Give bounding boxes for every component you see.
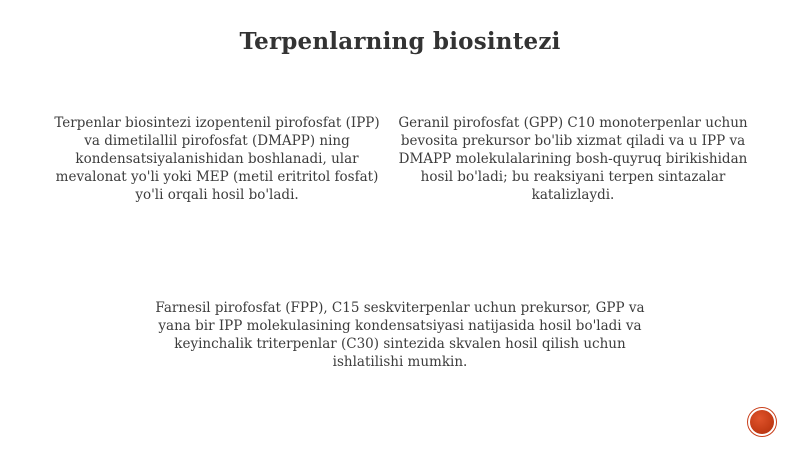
paragraph-gpp: Geranil pirofosfat (GPP) C10 monoterpenlar uchun bevosita prekursor bo'lib xizmat qiladi va u IPP va DMAPP molekulalarining bosh-quyruq birikishidan hosil bo'ladi; bu reaksiyani terpen sintazalar katalizlaydi. [398, 115, 748, 203]
next-slide-button[interactable] [747, 407, 777, 437]
circle-nav-icon [750, 410, 774, 434]
paragraph-ipp-dmapp: Terpenlar biosintezi izopentenil pirofosfat (IPP) va dimetilallil pirofosfat (DMAPP) ning kondensatsiyalanishidan boshlanadi, ular mevalonat yo'li yoki MEP (metil eritritol fosfat) yo'li orqali hosil bo'ladi. [54, 115, 380, 203]
paragraph-fpp: Farnesil pirofosfat (FPP), C15 seskviterpenlar uchun prekursor, GPP va yana bir IPP molekulasining kondensatsiyasi natijasida hosil bo'ladi va keyinchalik triterpenlar (C30) sintezida skvalen hosil qilish uchun ishlatilishi mumkin. [155, 300, 645, 370]
slide-title: Terpenlarning biosintezi [239, 28, 561, 55]
